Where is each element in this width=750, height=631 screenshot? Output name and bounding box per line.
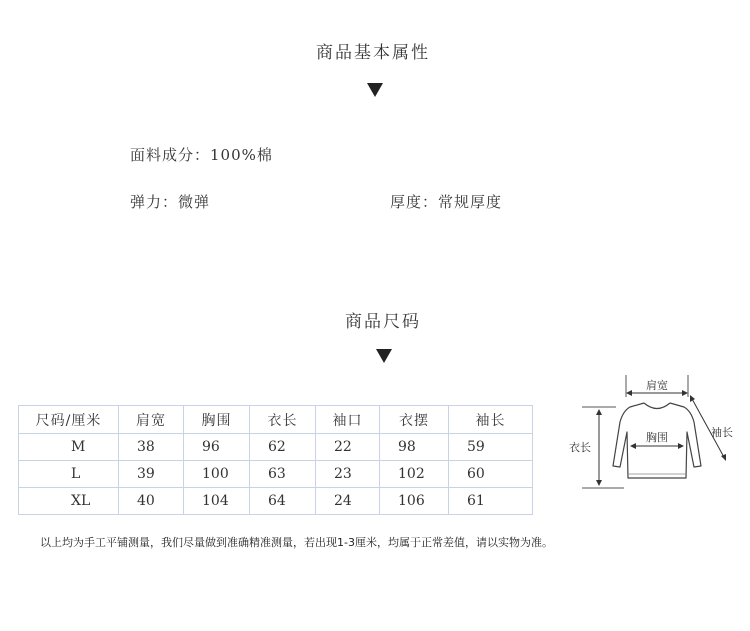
size-cell: L [19, 461, 119, 488]
sleeve-cell: 61 [449, 488, 533, 515]
shoulder-cell: 40 [119, 488, 184, 515]
size-triangle-icon [376, 349, 392, 363]
shoulder-cell: 38 [119, 434, 184, 461]
hem-cell: 106 [380, 488, 449, 515]
header-size-unit: 尺码/厘米 [19, 406, 119, 434]
measurement-note: 以上均为手工平铺测量，我们尽量做到准确精准测量，若出现1-3厘米，均属于正常差值，请以实物为准。 [40, 536, 553, 549]
fabric-attribute: 面料成分：100%棉 [130, 146, 273, 164]
chest-cell: 104 [184, 488, 250, 515]
table-row [19, 434, 533, 461]
sleeve-label: 袖长 [711, 426, 733, 439]
chest-cell: 100 [184, 461, 250, 488]
attributes-title: 商品基本属性 [316, 43, 430, 63]
header-hem: 衣摆 [380, 406, 449, 434]
thickness-attribute: 厚度：常规厚度 [390, 193, 503, 211]
shoulder-cell: 39 [119, 461, 184, 488]
size-cell: M [19, 434, 119, 461]
cuff-cell: 24 [316, 488, 380, 515]
shoulder-label: 肩宽 [646, 379, 668, 392]
hem-cell: 102 [380, 461, 449, 488]
length-label: 衣长 [569, 441, 591, 454]
size-table-header-row [19, 406, 533, 434]
size-cell: XL [19, 488, 119, 515]
hem-cell: 98 [380, 434, 449, 461]
table-row [19, 488, 533, 515]
chest-cell: 96 [184, 434, 250, 461]
table-row [19, 461, 533, 488]
sleeve-cell: 60 [449, 461, 533, 488]
header-sleeve: 袖长 [449, 406, 533, 434]
header-shoulder: 肩宽 [119, 406, 184, 434]
elasticity-attribute: 弹力：微弹 [130, 193, 211, 211]
cuff-cell: 22 [316, 434, 380, 461]
length-cell: 62 [250, 434, 316, 461]
header-length: 衣长 [250, 406, 316, 434]
sleeve-cell: 59 [449, 434, 533, 461]
garment-diagram [560, 370, 740, 495]
length-cell: 63 [250, 461, 316, 488]
size-title: 商品尺码 [345, 312, 421, 332]
chest-label: 胸围 [646, 431, 668, 444]
size-table [18, 405, 533, 515]
cuff-cell: 23 [316, 461, 380, 488]
attributes-triangle-icon [367, 83, 383, 97]
length-cell: 64 [250, 488, 316, 515]
header-chest: 胸围 [184, 406, 250, 434]
header-cuff: 袖口 [316, 406, 380, 434]
